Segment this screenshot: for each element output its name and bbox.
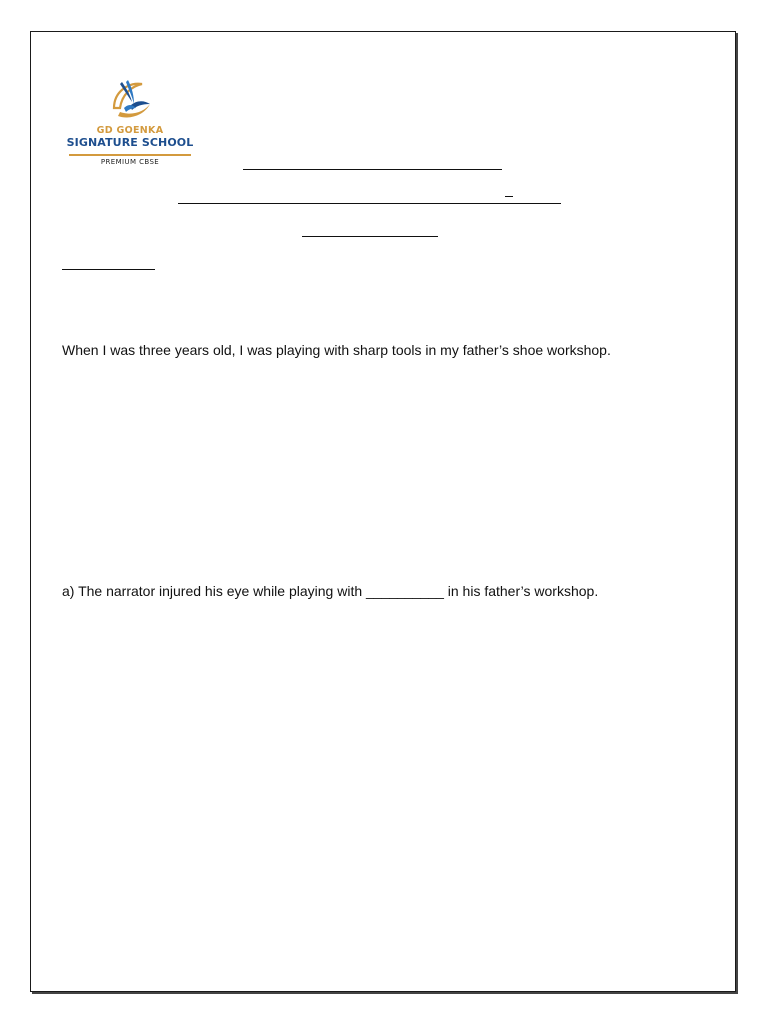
heading-rule-3 xyxy=(302,236,438,237)
heading-rule-1 xyxy=(243,169,502,170)
passage-text: When I was three years old, I was playing with sharp tools in my father’s shoe workshop. xyxy=(62,342,611,358)
heading-rule-2 xyxy=(178,203,561,204)
bird-emblem-icon xyxy=(108,78,154,122)
heading-rule-4 xyxy=(62,269,155,270)
logo-text-signature-school: SIGNATURE SCHOOL xyxy=(66,136,194,149)
logo-divider xyxy=(69,154,191,156)
heading-rule-2-dash xyxy=(505,196,513,197)
question-a: a) The narrator injured his eye while playing with __________ in his father’s workshop. xyxy=(62,583,599,599)
logo-text-gd-goenka: GD GOENKA xyxy=(96,125,164,136)
school-logo xyxy=(66,76,194,172)
page-border xyxy=(30,31,736,992)
logo-text-premium-cbse: PREMIUM CBSE xyxy=(100,158,160,166)
